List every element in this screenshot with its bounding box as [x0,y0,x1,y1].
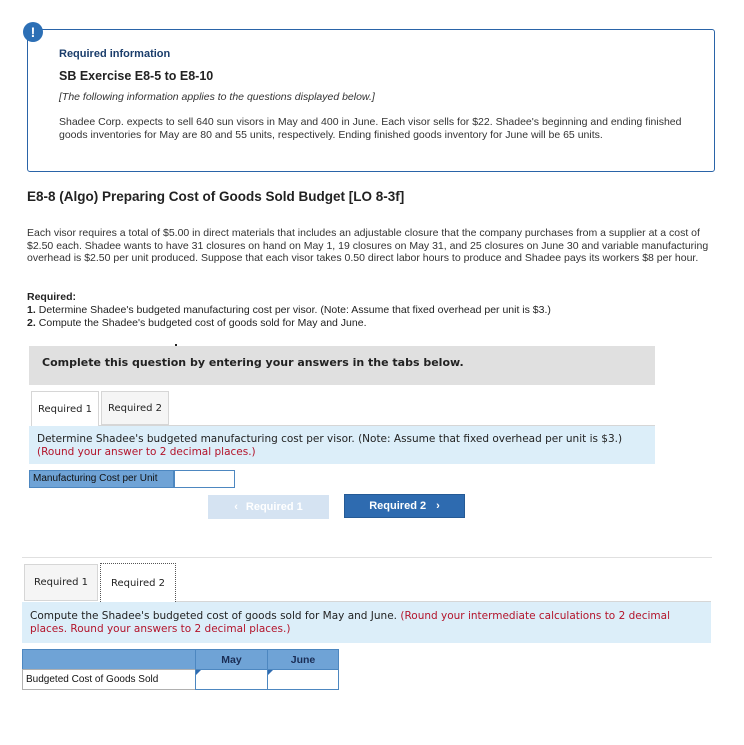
requirement-1-text: Determine Shadee's budgeted manufacturing cost per visor. (Note: Assume that fixed overhead per unit is $3.) [38,304,551,316]
tab-label: Required 1 [37,403,93,415]
tab-required-1[interactable] [31,391,99,426]
may-cogs-input[interactable] [195,669,268,690]
exercise-paragraph: Each visor requires a total of $5.00 in direct materials that includes an adjustable closure that the company purchases from a supplier at a cost of $2.50 each. Shadee wants to have 31 closures on hand on May 1, 19 closures on May 31, and 25 closures on June 30 and variable manufacturing overhead is $2.50 per unit produced. Suppose that each visor takes 0.50 direct labor hours to produce and Shadee pays its workers $8 per hour. [27,227,709,265]
previous-button[interactable] [208,495,329,519]
manufacturing-cost-label: Manufacturing Cost per Unit [29,470,174,488]
instructions-bar [29,346,655,385]
tab-required-2[interactable] [100,563,176,602]
alert-icon: ! [23,22,43,42]
required-label: Required: [27,291,77,303]
info-note: [The following information applies to the questions displayed below.] [59,91,375,103]
section1-instruction [29,426,655,464]
requirement-2-number: 2. [27,317,36,329]
info-title: Required information [59,48,171,60]
june-cogs-input[interactable] [267,669,339,690]
requirement-1 [27,304,551,316]
previous-button-label: Required 1 [245,501,303,513]
exercise-title: E8-8 (Algo) Preparing Cost of Goods Sold Budget [LO 8-3f] [27,189,405,204]
column-header-may: May [195,649,268,670]
tab-label: Required 2 [110,577,166,589]
instructions-text: Complete this question by entering your answers in the tabs below. [42,356,464,369]
section2-instruction-text: Compute the Shadee's budgeted cost of goods sold for May and June. [30,610,398,622]
table-header-blank [22,649,196,670]
requirement-2-text: Compute the Shadee's budgeted cost of goods sold for May and June. [38,317,367,329]
requirement-2 [27,317,367,329]
chevron-left-icon: ‹ [234,501,238,513]
requirement-1-number: 1. [27,304,36,316]
section1-instruction-text: Determine Shadee's budgeted manufacturing cost per visor. (Note: Assume that fixed overhead per unit is $3.) [37,433,623,445]
next-button[interactable] [344,494,465,518]
tab-required-2[interactable] [101,391,169,425]
section-divider [22,557,712,558]
tab-label: Required 1 [33,577,89,588]
row-label-cogs: Budgeted Cost of Goods Sold [22,669,196,690]
manufacturing-cost-input[interactable] [174,470,235,488]
tab-required-1[interactable] [24,564,98,601]
section2-rounding-note: (Round your intermediate calculations to 2 decimal places. Round your answers to 2 decimal places.) [30,610,670,635]
info-body: Shadee Corp. expects to sell 640 sun visors in May and 400 in June. Each visor sells for $22. Shadee's beginning and ending finished goods inventories for May are 80 and 55 units, respectively. Ending finished goods inventory for June will be 65 units. [59,116,682,141]
chevron-right-icon: › [436,500,440,512]
section1-rounding-note: (Round your answer to 2 decimal places.) [37,445,256,458]
tab-label: Required 2 [107,402,163,414]
info-subtitle: SB Exercise E8-5 to E8-10 [59,69,214,83]
section2-instruction [22,602,711,643]
input-marker-icon [196,670,201,675]
column-header-june: June [267,649,339,670]
next-button-label: Required 2 [369,500,427,512]
input-marker-icon [268,670,273,675]
